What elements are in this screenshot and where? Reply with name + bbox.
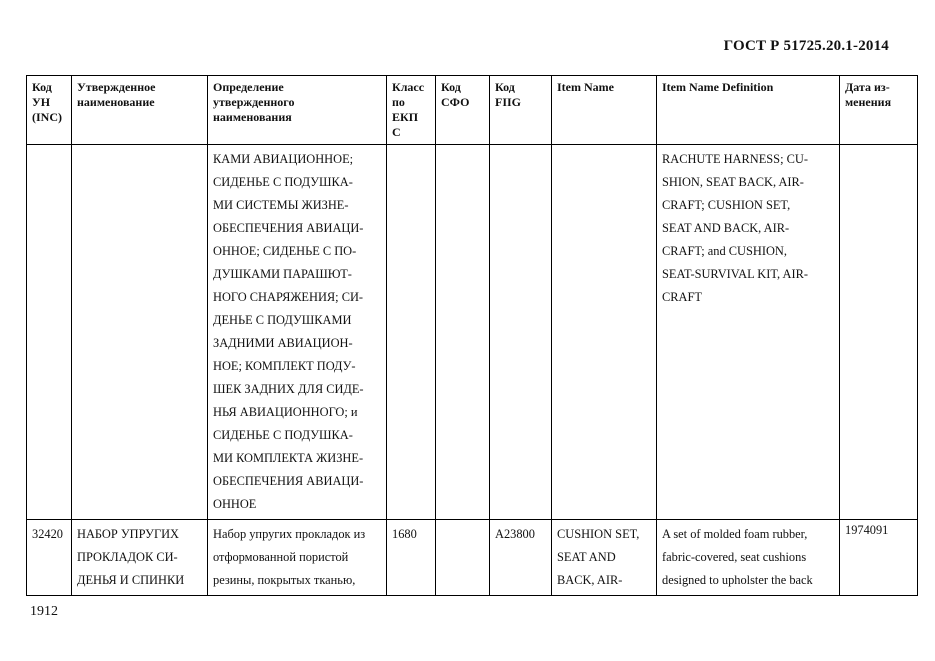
cell-date — [840, 145, 918, 520]
cell-text-line: designed to upholster the back — [662, 573, 813, 587]
cell-text-line: SEAT AND BACK, AIR- — [662, 221, 790, 235]
cell-text-line: ОБЕСПЕЧЕНИЯ АВИАЦИ- — [213, 221, 364, 235]
cell-text-line: Набор упругих прокладок из — [213, 527, 366, 541]
cell-text-line: УН — [32, 95, 51, 109]
spec-table — [26, 75, 918, 596]
cell-text-line: ЕКП — [392, 110, 419, 124]
cell-text-line: Item Name — [557, 80, 614, 94]
cell-definition — [208, 145, 387, 520]
cell-text-line: SEAT AND — [557, 550, 616, 564]
document-code: ГОСТ Р 51725.20.1-2014 — [723, 38, 889, 54]
page-number: 1912 — [30, 604, 58, 619]
cell-item-name — [552, 520, 657, 596]
cell-text-line: Дата из- — [845, 80, 890, 94]
col-header-class — [387, 76, 436, 145]
cell-text-line: Код — [441, 80, 461, 94]
cell-text-line: КАМИ АВИАЦИОННОЕ; — [213, 152, 354, 166]
table-row — [27, 145, 918, 520]
cell-text-line: отформованной пористой — [213, 550, 349, 564]
cell-text-line: CUSHION SET, — [557, 527, 640, 541]
cell-text-line: ДУШКАМИ ПАРАШЮТ- — [213, 267, 352, 281]
col-header-item-name — [552, 76, 657, 145]
cell-text-line: CRAFT; and CUSHION, — [662, 244, 787, 258]
cell-text-line: С — [392, 125, 401, 139]
cell-text-line: Определение — [213, 80, 284, 94]
cell-text-line: ОННОЕ — [213, 497, 257, 511]
cell-item-name — [552, 145, 657, 520]
cell-text-line: НОГО СНАРЯЖЕНИЯ; СИ- — [213, 290, 364, 304]
cell-text-line: МИ КОМПЛЕКТА ЖИЗНЕ- — [213, 451, 364, 465]
cell-inc: 32420 — [27, 520, 72, 596]
cell-text-line: СИДЕНЬЕ С ПОДУШКА- — [213, 428, 353, 442]
cell-item-definition — [657, 145, 840, 520]
cell-text-line: НЬЯ АВИАЦИОННОГО; и — [213, 405, 358, 419]
cell-text-line: НОЕ; КОМПЛЕКТ ПОДУ- — [213, 359, 356, 373]
cell-text-line: ДЕНЬЕ С ПОДУШКАМИ — [213, 313, 352, 327]
cell-text-line: ОННОЕ; СИДЕНЬЕ С ПО- — [213, 244, 357, 258]
col-header-definition — [208, 76, 387, 145]
cell-item-definition — [657, 520, 840, 596]
cell-text-line: A set of molded foam rubber, — [662, 527, 808, 541]
cell-sfo — [436, 520, 490, 596]
cell-text-line: резины, покрытых тканью, — [213, 573, 356, 587]
cell-text-line: BACK, AIR- — [557, 573, 623, 587]
cell-class — [387, 145, 436, 520]
cell-approved-name — [72, 145, 208, 520]
cell-fiig: A23800 — [490, 520, 552, 596]
cell-text-line: CRAFT; CUSHION SET, — [662, 198, 791, 212]
col-header-approved-name — [72, 76, 208, 145]
cell-date: 1974091 — [840, 520, 918, 596]
cell-text-line: наименования — [213, 110, 292, 124]
cell-text-line: НАБОР УПРУГИХ — [77, 527, 179, 541]
cell-text-line: fabric-covered, seat cushions — [662, 550, 807, 564]
col-header-inc — [27, 76, 72, 145]
cell-text-line: SHION, SEAT BACK, AIR- — [662, 175, 804, 189]
cell-text-line: Класс — [392, 80, 425, 94]
col-header-item-definition — [657, 76, 840, 145]
cell-text-line: ШЕК ЗАДНИХ ДЛЯ СИДЕ- — [213, 382, 364, 396]
cell-text-line: Item Name Definition — [662, 80, 774, 94]
cell-fiig — [490, 145, 552, 520]
col-header-fiig — [490, 76, 552, 145]
table-row — [27, 520, 918, 596]
cell-definition — [208, 520, 387, 596]
cell-text-line: Код — [495, 80, 515, 94]
cell-text-line: RACHUTE HARNESS; CU- — [662, 152, 808, 166]
table-header-row — [27, 76, 918, 145]
cell-text-line: ОБЕСПЕЧЕНИЯ АВИАЦИ- — [213, 474, 364, 488]
cell-text-line: Код — [32, 80, 52, 94]
cell-text-line: утвержденного — [213, 95, 295, 109]
cell-text-line: СФО — [441, 95, 470, 109]
cell-text-line: Утвержденное — [77, 80, 156, 94]
cell-text-line: SEAT-SURVIVAL KIT, AIR- — [662, 267, 808, 281]
col-header-date — [840, 76, 918, 145]
cell-text-line: менения — [845, 95, 892, 109]
cell-text-line: ПРОКЛАДОК СИ- — [77, 550, 178, 564]
col-header-sfo — [436, 76, 490, 145]
cell-text-line: по — [392, 95, 405, 109]
cell-text-line: ДЕНЬЯ И СПИНКИ — [77, 573, 185, 587]
cell-text-line: МИ СИСТЕМЫ ЖИЗНЕ- — [213, 198, 349, 212]
cell-text-line: ЗАДНИМИ АВИАЦИОН- — [213, 336, 353, 350]
cell-class: 1680 — [387, 520, 436, 596]
cell-text-line: наименование — [77, 95, 155, 109]
cell-approved-name — [72, 520, 208, 596]
cell-sfo — [436, 145, 490, 520]
cell-text-line: CRAFT — [662, 290, 702, 304]
cell-inc — [27, 145, 72, 520]
cell-text-line: (INC) — [32, 110, 62, 124]
cell-text-line: FIIG — [495, 95, 522, 109]
cell-text-line: СИДЕНЬЕ С ПОДУШКА- — [213, 175, 353, 189]
